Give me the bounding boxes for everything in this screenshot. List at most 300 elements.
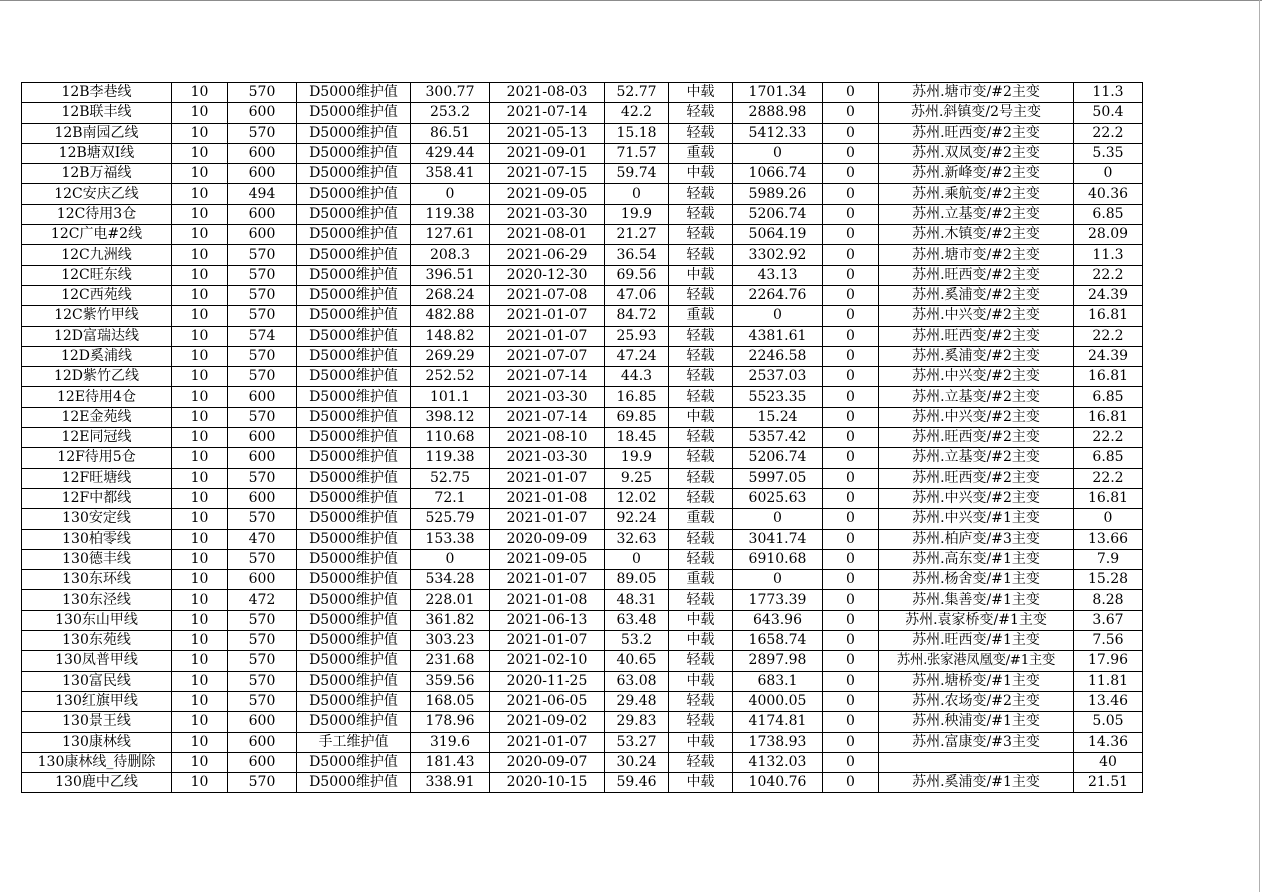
- cell-maintenance-source: D5000维护值: [297, 83, 411, 103]
- cell-load-status: 重载: [669, 509, 733, 529]
- cell-date: 2021-07-14: [490, 103, 605, 123]
- cell-load-value: 358.41: [411, 164, 490, 184]
- cell-transformer-value: 5.35: [1074, 143, 1143, 163]
- cell-date: 2021-01-07: [490, 306, 605, 326]
- table-row: [22, 712, 1143, 732]
- table-row: [22, 488, 1143, 508]
- cell-voltage: 10: [172, 590, 228, 610]
- cell-transformer-value: 13.46: [1074, 691, 1143, 711]
- cell-voltage: 10: [172, 306, 228, 326]
- cell-substation: 苏州.袁家桥变/#1主变: [879, 610, 1074, 630]
- cell-line-name: 130德丰线: [22, 549, 172, 569]
- cell-voltage: 10: [172, 712, 228, 732]
- cell-maintenance-source: D5000维护值: [297, 428, 411, 448]
- cell-line-name: 12D富瑞达线: [22, 326, 172, 346]
- cell-load-value: 303.23: [411, 631, 490, 651]
- cell-transformer-value: 22.2: [1074, 326, 1143, 346]
- cell-load-status: 轻载: [669, 529, 733, 549]
- cell-remaining-capacity: 643.96: [733, 610, 823, 630]
- cell-voltage: 10: [172, 651, 228, 671]
- cell-load-value: 361.82: [411, 610, 490, 630]
- cell-transformer-value: 16.81: [1074, 367, 1143, 387]
- cell-rated-capacity: 570: [228, 123, 297, 143]
- cell-line-name: 130鹿中乙线: [22, 773, 172, 793]
- cell-rated-capacity: 570: [228, 285, 297, 305]
- cell-load-value: 253.2: [411, 103, 490, 123]
- cell-load-value: 534.28: [411, 570, 490, 590]
- cell-flag: 0: [823, 346, 879, 366]
- cell-transformer-value: 50.4: [1074, 103, 1143, 123]
- cell-transformer-value: 5.05: [1074, 712, 1143, 732]
- cell-flag: 0: [823, 306, 879, 326]
- table-row: [22, 773, 1143, 793]
- cell-remaining-capacity: 3302.92: [733, 245, 823, 265]
- table-row: [22, 407, 1143, 427]
- cell-load-status: 轻载: [669, 651, 733, 671]
- cell-line-name: 12F待用5仓: [22, 448, 172, 468]
- cell-transformer-value: 0: [1074, 164, 1143, 184]
- cell-line-name: 130安定线: [22, 509, 172, 529]
- cell-flag: 0: [823, 773, 879, 793]
- cell-rated-capacity: 600: [228, 488, 297, 508]
- cell-maintenance-source: D5000维护值: [297, 509, 411, 529]
- cell-substation: 苏州.集善变/#1主变: [879, 590, 1074, 610]
- cell-line-name: 130康林线: [22, 732, 172, 752]
- cell-voltage: 10: [172, 387, 228, 407]
- cell-flag: 0: [823, 285, 879, 305]
- cell-line-name: 12D奚浦线: [22, 346, 172, 366]
- cell-rated-capacity: 570: [228, 468, 297, 488]
- cell-load-rate: 59.74: [605, 164, 669, 184]
- cell-load-rate: 69.85: [605, 407, 669, 427]
- cell-transformer-value: 6.85: [1074, 448, 1143, 468]
- cell-rated-capacity: 570: [228, 631, 297, 651]
- cell-date: 2021-08-01: [490, 225, 605, 245]
- cell-rated-capacity: 600: [228, 143, 297, 163]
- cell-load-status: 轻载: [669, 123, 733, 143]
- cell-substation: 苏州.高东变/#1主变: [879, 549, 1074, 569]
- cell-transformer-value: 17.96: [1074, 651, 1143, 671]
- cell-load-rate: 44.3: [605, 367, 669, 387]
- table-row: [22, 184, 1143, 204]
- cell-substation: 苏州.中兴变/#2主变: [879, 488, 1074, 508]
- cell-rated-capacity: 570: [228, 83, 297, 103]
- cell-substation: 苏州.杨舍变/#1主变: [879, 570, 1074, 590]
- cell-load-value: 396.51: [411, 265, 490, 285]
- cell-load-status: 轻载: [669, 103, 733, 123]
- cell-load-value: 252.52: [411, 367, 490, 387]
- cell-substation: 苏州.奚浦变/#1主变: [879, 773, 1074, 793]
- cell-remaining-capacity: 5523.35: [733, 387, 823, 407]
- cell-transformer-value: 0: [1074, 509, 1143, 529]
- table-row: [22, 651, 1143, 671]
- cell-date: 2021-01-07: [490, 732, 605, 752]
- cell-rated-capacity: 470: [228, 529, 297, 549]
- cell-maintenance-source: D5000维护值: [297, 346, 411, 366]
- cell-load-value: 338.91: [411, 773, 490, 793]
- cell-rated-capacity: 600: [228, 103, 297, 123]
- cell-line-name: 12E同冠线: [22, 428, 172, 448]
- cell-load-status: 重载: [669, 570, 733, 590]
- cell-remaining-capacity: 4000.05: [733, 691, 823, 711]
- cell-load-value: 181.43: [411, 752, 490, 772]
- cell-date: 2021-08-10: [490, 428, 605, 448]
- table-row: [22, 285, 1143, 305]
- cell-load-status: 中载: [669, 610, 733, 630]
- cell-remaining-capacity: 1701.34: [733, 83, 823, 103]
- cell-maintenance-source: D5000维护值: [297, 488, 411, 508]
- cell-date: 2020-11-25: [490, 671, 605, 691]
- cell-rated-capacity: 570: [228, 265, 297, 285]
- page-right-border: [1259, 0, 1260, 892]
- cell-voltage: 10: [172, 488, 228, 508]
- cell-remaining-capacity: 4132.03: [733, 752, 823, 772]
- cell-load-value: 0: [411, 184, 490, 204]
- cell-flag: 0: [823, 590, 879, 610]
- cell-flag: 0: [823, 103, 879, 123]
- cell-maintenance-source: D5000维护值: [297, 103, 411, 123]
- cell-substation: 苏州.塘市变/#2主变: [879, 83, 1074, 103]
- cell-maintenance-source: D5000维护值: [297, 367, 411, 387]
- cell-transformer-value: 40: [1074, 752, 1143, 772]
- cell-remaining-capacity: 4174.81: [733, 712, 823, 732]
- cell-line-name: 12E金苑线: [22, 407, 172, 427]
- cell-date: 2021-06-13: [490, 610, 605, 630]
- cell-substation: 苏州.旺西变/#2主变: [879, 468, 1074, 488]
- cell-remaining-capacity: 0: [733, 570, 823, 590]
- cell-date: 2021-03-30: [490, 448, 605, 468]
- cell-load-value: 101.1: [411, 387, 490, 407]
- cell-voltage: 10: [172, 367, 228, 387]
- cell-flag: 0: [823, 651, 879, 671]
- cell-maintenance-source: D5000维护值: [297, 387, 411, 407]
- cell-voltage: 10: [172, 123, 228, 143]
- cell-flag: 0: [823, 83, 879, 103]
- table-row: [22, 428, 1143, 448]
- cell-remaining-capacity: 0: [733, 509, 823, 529]
- cell-load-status: 中载: [669, 164, 733, 184]
- cell-maintenance-source: D5000维护值: [297, 164, 411, 184]
- cell-line-name: 130富民线: [22, 671, 172, 691]
- cell-maintenance-source: D5000维护值: [297, 651, 411, 671]
- cell-flag: 0: [823, 752, 879, 772]
- cell-load-rate: 53.27: [605, 732, 669, 752]
- cell-load-status: 中载: [669, 773, 733, 793]
- cell-substation: [879, 752, 1074, 772]
- cell-maintenance-source: D5000维护值: [297, 123, 411, 143]
- cell-voltage: 10: [172, 285, 228, 305]
- cell-load-rate: 71.57: [605, 143, 669, 163]
- cell-line-name: 130东环线: [22, 570, 172, 590]
- cell-voltage: 10: [172, 407, 228, 427]
- cell-substation: 苏州.斜镇变/2号主变: [879, 103, 1074, 123]
- cell-remaining-capacity: 0: [733, 143, 823, 163]
- cell-flag: 0: [823, 448, 879, 468]
- cell-load-value: 127.61: [411, 225, 490, 245]
- cell-maintenance-source: D5000维护值: [297, 773, 411, 793]
- cell-flag: 0: [823, 123, 879, 143]
- cell-maintenance-source: D5000维护值: [297, 752, 411, 772]
- cell-date: 2021-05-13: [490, 123, 605, 143]
- cell-maintenance-source: D5000维护值: [297, 529, 411, 549]
- cell-voltage: 10: [172, 225, 228, 245]
- table-row: [22, 123, 1143, 143]
- cell-remaining-capacity: 6910.68: [733, 549, 823, 569]
- cell-rated-capacity: 574: [228, 326, 297, 346]
- cell-voltage: 10: [172, 570, 228, 590]
- cell-date: 2020-12-30: [490, 265, 605, 285]
- cell-remaining-capacity: 1066.74: [733, 164, 823, 184]
- cell-load-status: 轻载: [669, 752, 733, 772]
- cell-line-name: 130景王线: [22, 712, 172, 732]
- cell-maintenance-source: D5000维护值: [297, 285, 411, 305]
- cell-flag: 0: [823, 367, 879, 387]
- cell-date: 2021-01-07: [490, 570, 605, 590]
- cell-rated-capacity: 570: [228, 245, 297, 265]
- cell-remaining-capacity: 1738.93: [733, 732, 823, 752]
- cell-substation: 苏州.立基变/#2主变: [879, 448, 1074, 468]
- cell-rated-capacity: 600: [228, 428, 297, 448]
- cell-voltage: 10: [172, 448, 228, 468]
- cell-load-status: 轻载: [669, 590, 733, 610]
- cell-line-name: 12B联丰线: [22, 103, 172, 123]
- cell-load-rate: 69.56: [605, 265, 669, 285]
- cell-load-value: 268.24: [411, 285, 490, 305]
- cell-transformer-value: 14.36: [1074, 732, 1143, 752]
- cell-load-status: 重载: [669, 143, 733, 163]
- table-row: [22, 245, 1143, 265]
- cell-date: 2020-09-07: [490, 752, 605, 772]
- cell-rated-capacity: 600: [228, 732, 297, 752]
- cell-load-status: 中载: [669, 671, 733, 691]
- cell-voltage: 10: [172, 509, 228, 529]
- cell-rated-capacity: 600: [228, 712, 297, 732]
- table-row: [22, 387, 1143, 407]
- cell-voltage: 10: [172, 428, 228, 448]
- cell-maintenance-source: D5000维护值: [297, 610, 411, 630]
- cell-remaining-capacity: 5989.26: [733, 184, 823, 204]
- cell-load-rate: 19.9: [605, 204, 669, 224]
- cell-remaining-capacity: 5412.33: [733, 123, 823, 143]
- cell-load-value: 153.38: [411, 529, 490, 549]
- cell-substation: 苏州.塘桥变/#1主变: [879, 671, 1074, 691]
- cell-remaining-capacity: 5357.42: [733, 428, 823, 448]
- cell-substation: 苏州.中兴变/#2主变: [879, 407, 1074, 427]
- cell-remaining-capacity: 6025.63: [733, 488, 823, 508]
- cell-voltage: 10: [172, 691, 228, 711]
- table-row: [22, 732, 1143, 752]
- cell-load-status: 轻载: [669, 448, 733, 468]
- cell-transformer-value: 24.39: [1074, 285, 1143, 305]
- cell-substation: 苏州.双凤变/#2主变: [879, 143, 1074, 163]
- table-row: [22, 367, 1143, 387]
- data-table: [21, 82, 1143, 793]
- cell-load-value: 148.82: [411, 326, 490, 346]
- cell-load-status: 轻载: [669, 367, 733, 387]
- cell-voltage: 10: [172, 773, 228, 793]
- cell-load-rate: 29.83: [605, 712, 669, 732]
- cell-load-status: 轻载: [669, 387, 733, 407]
- cell-maintenance-source: D5000维护值: [297, 712, 411, 732]
- cell-flag: 0: [823, 143, 879, 163]
- cell-flag: 0: [823, 529, 879, 549]
- cell-voltage: 10: [172, 529, 228, 549]
- cell-load-rate: 40.65: [605, 651, 669, 671]
- cell-maintenance-source: D5000维护值: [297, 448, 411, 468]
- cell-line-name: 12C旺东线: [22, 265, 172, 285]
- cell-substation: 苏州.柏庐变/#3主变: [879, 529, 1074, 549]
- cell-voltage: 10: [172, 143, 228, 163]
- cell-maintenance-source: D5000维护值: [297, 204, 411, 224]
- cell-transformer-value: 13.66: [1074, 529, 1143, 549]
- cell-load-status: 中载: [669, 407, 733, 427]
- cell-transformer-value: 6.85: [1074, 387, 1143, 407]
- cell-load-value: 208.3: [411, 245, 490, 265]
- cell-load-status: 中载: [669, 83, 733, 103]
- cell-transformer-value: 28.09: [1074, 225, 1143, 245]
- cell-maintenance-source: D5000维护值: [297, 143, 411, 163]
- cell-flag: 0: [823, 549, 879, 569]
- cell-substation: 苏州.秧浦变/#1主变: [879, 712, 1074, 732]
- cell-load-status: 中载: [669, 732, 733, 752]
- cell-maintenance-source: D5000维护值: [297, 326, 411, 346]
- cell-rated-capacity: 600: [228, 204, 297, 224]
- cell-transformer-value: 15.28: [1074, 570, 1143, 590]
- cell-voltage: 10: [172, 610, 228, 630]
- cell-voltage: 10: [172, 83, 228, 103]
- cell-remaining-capacity: 2537.03: [733, 367, 823, 387]
- cell-load-rate: 19.9: [605, 448, 669, 468]
- table-row: [22, 265, 1143, 285]
- cell-transformer-value: 16.81: [1074, 407, 1143, 427]
- cell-load-value: 0: [411, 549, 490, 569]
- cell-transformer-value: 40.36: [1074, 184, 1143, 204]
- cell-transformer-value: 22.2: [1074, 428, 1143, 448]
- cell-load-status: 重载: [669, 306, 733, 326]
- cell-rated-capacity: 570: [228, 306, 297, 326]
- cell-transformer-value: 7.56: [1074, 631, 1143, 651]
- cell-load-value: 269.29: [411, 346, 490, 366]
- table-row: [22, 164, 1143, 184]
- cell-voltage: 10: [172, 326, 228, 346]
- cell-load-rate: 52.77: [605, 83, 669, 103]
- table-row: [22, 83, 1143, 103]
- cell-remaining-capacity: 2246.58: [733, 346, 823, 366]
- cell-voltage: 10: [172, 204, 228, 224]
- cell-date: 2021-01-08: [490, 590, 605, 610]
- cell-transformer-value: 8.28: [1074, 590, 1143, 610]
- cell-date: 2021-03-30: [490, 387, 605, 407]
- table-row: [22, 570, 1143, 590]
- cell-voltage: 10: [172, 245, 228, 265]
- cell-voltage: 10: [172, 549, 228, 569]
- cell-maintenance-source: 手工维护值: [297, 732, 411, 752]
- cell-line-name: 130凤普甲线: [22, 651, 172, 671]
- cell-remaining-capacity: 5064.19: [733, 225, 823, 245]
- cell-substation: 苏州.农场变/#2主变: [879, 691, 1074, 711]
- cell-load-status: 轻载: [669, 245, 733, 265]
- cell-load-status: 轻载: [669, 549, 733, 569]
- cell-flag: 0: [823, 712, 879, 732]
- cell-rated-capacity: 570: [228, 610, 297, 630]
- cell-load-rate: 0: [605, 549, 669, 569]
- cell-transformer-value: 16.81: [1074, 306, 1143, 326]
- cell-maintenance-source: D5000维护值: [297, 245, 411, 265]
- cell-date: 2021-07-14: [490, 367, 605, 387]
- cell-rated-capacity: 570: [228, 671, 297, 691]
- cell-date: 2021-06-05: [490, 691, 605, 711]
- cell-load-rate: 63.48: [605, 610, 669, 630]
- cell-transformer-value: 22.2: [1074, 265, 1143, 285]
- cell-date: 2021-07-15: [490, 164, 605, 184]
- cell-date: 2021-01-07: [490, 509, 605, 529]
- cell-remaining-capacity: 3041.74: [733, 529, 823, 549]
- cell-remaining-capacity: 5997.05: [733, 468, 823, 488]
- cell-date: 2020-10-15: [490, 773, 605, 793]
- cell-load-value: 119.38: [411, 448, 490, 468]
- cell-line-name: 12F中都线: [22, 488, 172, 508]
- cell-line-name: 12B万福线: [22, 164, 172, 184]
- cell-line-name: 130康林线_待删除: [22, 752, 172, 772]
- cell-flag: 0: [823, 326, 879, 346]
- cell-load-value: 228.01: [411, 590, 490, 610]
- cell-flag: 0: [823, 732, 879, 752]
- cell-voltage: 10: [172, 184, 228, 204]
- cell-line-name: 12B塘双Ⅰ线: [22, 143, 172, 163]
- cell-load-value: 398.12: [411, 407, 490, 427]
- cell-substation: 苏州.中兴变/#2主变: [879, 306, 1074, 326]
- cell-load-value: 178.96: [411, 712, 490, 732]
- table-row: [22, 204, 1143, 224]
- cell-load-rate: 21.27: [605, 225, 669, 245]
- cell-voltage: 10: [172, 265, 228, 285]
- cell-load-status: 轻载: [669, 285, 733, 305]
- cell-load-rate: 25.93: [605, 326, 669, 346]
- cell-date: 2021-01-07: [490, 631, 605, 651]
- table-row: [22, 143, 1143, 163]
- cell-load-value: 231.68: [411, 651, 490, 671]
- cell-remaining-capacity: 2264.76: [733, 285, 823, 305]
- cell-line-name: 12F旺塘线: [22, 468, 172, 488]
- cell-rated-capacity: 570: [228, 407, 297, 427]
- cell-load-value: 119.38: [411, 204, 490, 224]
- cell-date: 2021-07-07: [490, 346, 605, 366]
- cell-substation: 苏州.张家港凤凰变/#1主变: [879, 651, 1074, 671]
- cell-voltage: 10: [172, 752, 228, 772]
- cell-load-status: 轻载: [669, 204, 733, 224]
- cell-remaining-capacity: 0: [733, 306, 823, 326]
- cell-flag: 0: [823, 265, 879, 285]
- table-row: [22, 691, 1143, 711]
- cell-load-value: 525.79: [411, 509, 490, 529]
- cell-remaining-capacity: 4381.61: [733, 326, 823, 346]
- cell-substation: 苏州.旺西变/#2主变: [879, 123, 1074, 143]
- cell-flag: 0: [823, 164, 879, 184]
- table-row: [22, 671, 1143, 691]
- cell-line-name: 130红旗甲线: [22, 691, 172, 711]
- cell-line-name: 12C紫竹甲线: [22, 306, 172, 326]
- cell-maintenance-source: D5000维护值: [297, 671, 411, 691]
- cell-load-rate: 47.24: [605, 346, 669, 366]
- cell-transformer-value: 6.85: [1074, 204, 1143, 224]
- cell-flag: 0: [823, 570, 879, 590]
- cell-rated-capacity: 472: [228, 590, 297, 610]
- cell-date: 2021-01-07: [490, 468, 605, 488]
- cell-maintenance-source: D5000维护值: [297, 468, 411, 488]
- cell-load-rate: 59.46: [605, 773, 669, 793]
- cell-substation: 苏州.立基变/#2主变: [879, 387, 1074, 407]
- cell-maintenance-source: D5000维护值: [297, 691, 411, 711]
